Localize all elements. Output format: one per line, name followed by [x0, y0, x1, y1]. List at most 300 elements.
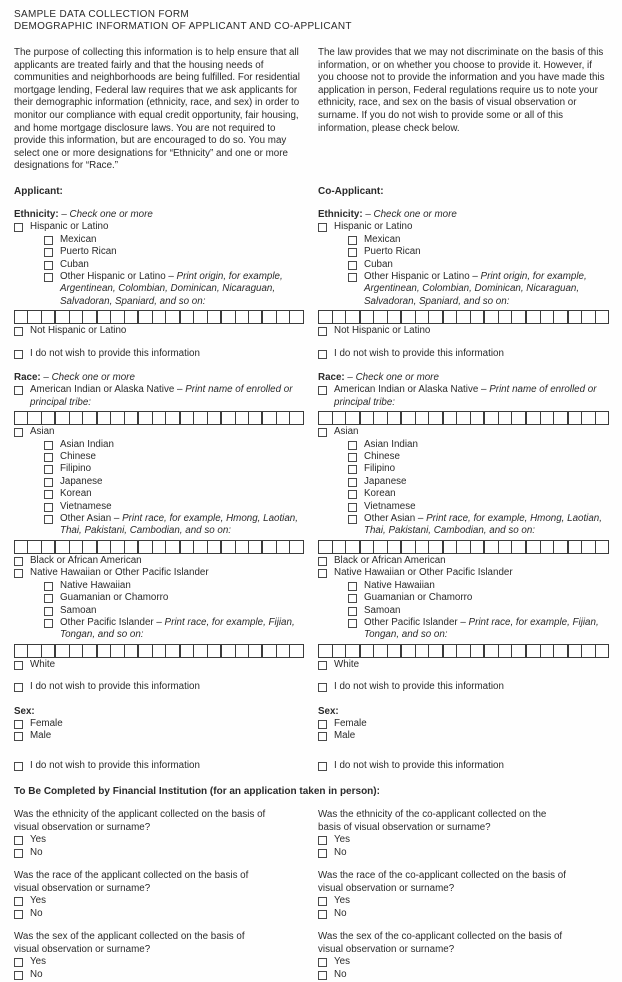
- option-row-applicant-female: [14, 718, 304, 730]
- checkbox-co-applicant-i-do-not-wish-to-provide-this-information[interactable]: [318, 683, 327, 692]
- checkbox-co-applicant-puerto-rican[interactable]: [348, 248, 357, 257]
- checkbox-co-applicant-mexican[interactable]: [348, 236, 357, 245]
- option-label: Cuban: [364, 258, 393, 270]
- print-field-applicant-american-indian-or-alaska-native[interactable]: [14, 411, 304, 425]
- comb-cell: [207, 645, 220, 657]
- print-field-co-applicant-other-pacific-islander[interactable]: [318, 644, 609, 658]
- checkbox-applicant-not-hispanic-or-latino[interactable]: [14, 327, 23, 336]
- intro-paragraph-left: The purpose of collecting this information is to help ensure that all applicants are treated fairly and that the housing needs of communities and neighborhoods are being fulfilled. For residential mortgage lending, Federal law requires that we ask applicants for their demographic information (ethnicity, race, and sex) in order to monitor our compliance with equal credit opportunity, fair housing, and home mortgage disclosure laws. You are not required to provide this information, but are encouraged to do so. You may select one or more designations for “Ethnicity” and one or more designations for “Race.”: [14, 47, 300, 172]
- comb-cell: [165, 311, 178, 323]
- section-heading: [318, 706, 609, 718]
- comb-cell: [332, 311, 346, 323]
- comb-cell: [428, 311, 442, 323]
- option-row-co-applicant-vietnamese: [318, 501, 609, 513]
- comb-cell: [553, 541, 567, 553]
- comb-cell: [276, 645, 289, 657]
- intro-paragraph-right: The law provides that we may not discriminate on the basis of this information, or on whether you choose to provide it. However, if you choose not to provide the information and you have made this application in person, Federal regulations require us to note your ethnicity, race, and sex on the basis of visual observation or surname. If you do not wish to provide some or all of this information, please check below.: [318, 47, 605, 134]
- fi-option-label: No: [30, 846, 43, 858]
- checkbox-co-applicant-race-no[interactable]: [318, 910, 327, 919]
- option-label: Female: [334, 717, 367, 729]
- option-row-applicant-white: [14, 659, 304, 671]
- print-field-applicant-other-asian[interactable]: [14, 540, 304, 554]
- option-label: I do not wish to provide this information: [30, 759, 200, 771]
- fi-question-applicant-race: [14, 870, 304, 920]
- comb-cell: [82, 541, 95, 553]
- option-row-co-applicant-asian: [318, 426, 609, 438]
- applicant-columns: [14, 173, 609, 772]
- option-label: Native Hawaiian: [60, 579, 131, 591]
- comb-cell: [220, 311, 234, 323]
- checkbox-co-applicant-race-yes[interactable]: [318, 897, 327, 906]
- fi-applicant-questions: [14, 798, 304, 981]
- option-row-applicant-asian: [14, 426, 304, 438]
- fi-option-label: Yes: [334, 834, 350, 846]
- option-label: Vietnamese: [60, 500, 112, 512]
- comb-cell: [124, 412, 137, 424]
- option-row-co-applicant-hispanic-or-latino: [318, 221, 609, 233]
- checkbox-applicant-race-no[interactable]: [14, 910, 23, 919]
- comb-cell: [235, 645, 248, 657]
- comb-cell: [359, 412, 374, 424]
- comb-cell: [41, 541, 54, 553]
- comb-cell: [511, 311, 525, 323]
- comb-cell: [345, 412, 359, 424]
- option-row-co-applicant-not-hispanic-or-latino: [318, 325, 609, 337]
- comb-cell: [261, 412, 275, 424]
- checkbox-co-applicant-native-hawaiian-or-other-pacific-islander[interactable]: [318, 569, 327, 578]
- comb-cell: [498, 541, 512, 553]
- checkbox-applicant-female[interactable]: [14, 720, 23, 729]
- option-label: I do not wish to provide this information: [334, 347, 504, 359]
- checkbox-applicant-native-hawaiian[interactable]: [44, 582, 53, 591]
- option-label: Other Pacific Islander – Print race, for example, Fijian, Tongan, and so on:: [60, 616, 295, 641]
- option-italic-note: Print race, for example, Fijian, Tongan, and so on:: [364, 616, 599, 641]
- comb-cell: [498, 645, 512, 657]
- fi-option-row-co-applicant-race-yes: [318, 895, 609, 907]
- financial-institution-section: [14, 785, 609, 981]
- comb-cell: [540, 311, 554, 323]
- comb-cell: [400, 645, 415, 657]
- checkbox-co-applicant-i-do-not-wish-to-provide-this-information[interactable]: [318, 762, 327, 771]
- option-italic-note: Print name of enrolled or principal tribe:: [30, 384, 293, 408]
- checkbox-applicant-race-yes[interactable]: [14, 897, 23, 906]
- checkbox-co-applicant-ethnicity-yes[interactable]: [318, 836, 327, 845]
- option-label: Black or African American: [334, 554, 446, 566]
- option-row-applicant-mexican: [14, 234, 304, 246]
- option-row-co-applicant-guamanian-or-chamorro: [318, 592, 609, 604]
- checkbox-co-applicant-japanese[interactable]: [348, 478, 357, 487]
- option-row-applicant-not-hispanic-or-latino: [14, 325, 304, 337]
- checkbox-co-applicant-female[interactable]: [318, 720, 327, 729]
- checkbox-co-applicant-black-or-african-american[interactable]: [318, 557, 327, 566]
- checkbox-co-applicant-other-pacific-islander[interactable]: [348, 619, 357, 628]
- checkbox-applicant-samoan[interactable]: [44, 607, 53, 616]
- option-row-co-applicant-native-hawaiian: [318, 580, 609, 592]
- comb-cell: [595, 645, 609, 657]
- checkbox-applicant-sex-no[interactable]: [14, 971, 23, 980]
- comb-cell: [41, 412, 54, 424]
- checkbox-co-applicant-chinese[interactable]: [348, 453, 357, 462]
- checkbox-co-applicant-american-indian-or-alaska-native[interactable]: [318, 386, 327, 395]
- comb-cell: [235, 311, 248, 323]
- option-label: Hispanic or Latino: [30, 221, 109, 233]
- section-heading-label: Ethnicity:: [14, 208, 59, 220]
- print-field-co-applicant-other-hispanic-or-latino[interactable]: [318, 310, 609, 324]
- comb-cell: [96, 645, 110, 657]
- print-field-applicant-other-hispanic-or-latino[interactable]: [14, 310, 304, 324]
- option-row-applicant-hispanic-or-latino: [14, 221, 304, 233]
- checkbox-applicant-ethnicity-yes[interactable]: [14, 836, 23, 845]
- option-row-co-applicant-black-or-african-american: [318, 555, 609, 567]
- option-label: Vietnamese: [364, 500, 416, 512]
- option-label: Other Hispanic or Latino – Print origin, for example, Argentinean, Colombian, Dominican, Nicaraguan, Salvadoran, Spaniard, and so on:: [364, 270, 587, 307]
- option-label: American Indian or Alaska Native – Print name of enrolled or principal tribe:: [334, 384, 597, 408]
- option-label: Japanese: [364, 475, 407, 487]
- form-title-line2: DEMOGRAPHIC INFORMATION OF APPLICANT AND CO-APPLICANT: [14, 21, 352, 32]
- option-row-applicant-i-do-not-wish-to-provide-this-information: [14, 681, 304, 693]
- checkbox-applicant-native-hawaiian-or-other-pacific-islander[interactable]: [14, 569, 23, 578]
- comb-cell: [27, 311, 40, 323]
- comb-cell: [581, 645, 595, 657]
- section-heading: [14, 209, 304, 221]
- section-heading-note: – Check one or more: [40, 372, 135, 383]
- fi-question-co-applicant-ethnicity: [318, 809, 609, 859]
- fi-option-row-co-applicant-race-no: [318, 908, 609, 920]
- comb-cell: [193, 311, 206, 323]
- option-row-co-applicant-female: [318, 718, 609, 730]
- fi-question-applicant-sex: [14, 931, 304, 981]
- comb-cell: [27, 412, 40, 424]
- option-row-applicant-filipino: [14, 463, 304, 475]
- applicant-sections: [14, 209, 304, 772]
- comb-cell: [110, 645, 123, 657]
- comb-cell: [483, 311, 498, 323]
- comb-cell: [193, 541, 206, 553]
- fi-option-row-co-applicant-ethnicity-yes: [318, 834, 609, 846]
- comb-cell: [54, 412, 68, 424]
- comb-cell: [54, 645, 68, 657]
- comb-cell: [82, 311, 95, 323]
- comb-cell: [124, 541, 137, 553]
- option-label: Asian: [30, 426, 55, 438]
- option-label: Korean: [364, 488, 396, 500]
- comb-cell: [15, 412, 27, 424]
- comb-cell: [428, 541, 442, 553]
- option-row-co-applicant-samoan: [318, 605, 609, 617]
- option-label: Samoan: [364, 604, 401, 616]
- checkbox-co-applicant-samoan[interactable]: [348, 607, 357, 616]
- option-row-applicant-chinese: [14, 451, 304, 463]
- option-row-co-applicant-puerto-rican: [318, 246, 609, 258]
- fi-option-label: No: [30, 968, 43, 980]
- comb-cell: [193, 645, 206, 657]
- option-row-co-applicant-native-hawaiian-or-other-pacific-islander: [318, 567, 609, 579]
- comb-cell: [193, 412, 206, 424]
- comb-cell: [345, 311, 359, 323]
- comb-cell: [332, 645, 346, 657]
- fi-question-text: Was the race of the co-applicant collected on the basis of visual observation or surname?: [318, 870, 566, 894]
- option-label: Female: [30, 717, 63, 729]
- checkbox-applicant-cuban[interactable]: [44, 261, 53, 270]
- checkbox-applicant-other-hispanic-or-latino[interactable]: [44, 273, 53, 282]
- option-label: Other Pacific Islander – Print race, for example, Fijian, Tongan, and so on:: [364, 616, 599, 641]
- fi-option-label: Yes: [30, 895, 46, 907]
- checkbox-co-applicant-cuban[interactable]: [348, 261, 357, 270]
- checkbox-co-applicant-other-asian[interactable]: [348, 515, 357, 524]
- checkbox-applicant-hispanic-or-latino[interactable]: [14, 223, 23, 232]
- fi-question-text: Was the ethnicity of the applicant collected on the basis of visual observation or surname?: [14, 809, 266, 833]
- comb-cell: [511, 645, 525, 657]
- fi-option-row-applicant-sex-yes: [14, 956, 304, 968]
- comb-cell: [373, 645, 387, 657]
- checkbox-co-applicant-asian-indian[interactable]: [348, 441, 357, 450]
- checkbox-applicant-i-do-not-wish-to-provide-this-information[interactable]: [14, 762, 23, 771]
- checkbox-co-applicant-vietnamese[interactable]: [348, 503, 357, 512]
- option-row-applicant-i-do-not-wish-to-provide-this-information: [14, 760, 304, 772]
- option-row-co-applicant-filipino: [318, 463, 609, 475]
- section-heading-label: Sex:: [318, 705, 339, 717]
- option-row-co-applicant-cuban: [318, 259, 609, 271]
- checkbox-co-applicant-hispanic-or-latino[interactable]: [318, 223, 327, 232]
- checkbox-applicant-vietnamese[interactable]: [44, 503, 53, 512]
- comb-cell: [470, 645, 484, 657]
- option-label: I do not wish to provide this information: [334, 759, 504, 771]
- checkbox-co-applicant-ethnicity-no[interactable]: [318, 849, 327, 858]
- section-heading: [318, 209, 609, 221]
- section-applicant-ethnicity: [14, 209, 304, 360]
- co-applicant-header: Co-Applicant:: [318, 185, 384, 197]
- comb-cell: [540, 541, 554, 553]
- option-label: Filipino: [60, 463, 92, 475]
- checkbox-co-applicant-male[interactable]: [318, 732, 327, 741]
- comb-cell: [359, 541, 374, 553]
- checkbox-applicant-black-or-african-american[interactable]: [14, 557, 23, 566]
- checkbox-applicant-mexican[interactable]: [44, 236, 53, 245]
- checkbox-co-applicant-native-hawaiian[interactable]: [348, 582, 357, 591]
- comb-cell: [54, 541, 68, 553]
- option-row-applicant-cuban: [14, 259, 304, 271]
- section-co-applicant-race: [318, 372, 609, 694]
- comb-cell: [525, 541, 540, 553]
- comb-cell: [483, 412, 498, 424]
- comb-cell: [373, 311, 387, 323]
- option-label: Black or African American: [30, 554, 142, 566]
- comb-cell: [276, 541, 289, 553]
- option-label: Other Asian – Print race, for example, Hmong, Laotian, Thai, Pakistani, Cambodian, and so on:: [60, 513, 298, 537]
- comb-cell: [332, 541, 346, 553]
- option-row-co-applicant-chinese: [318, 451, 609, 463]
- print-field-co-applicant-other-asian[interactable]: [318, 540, 609, 554]
- comb-cell: [581, 311, 595, 323]
- comb-cell: [567, 541, 582, 553]
- comb-cell: [69, 412, 82, 424]
- option-label: Not Hispanic or Latino: [30, 325, 127, 337]
- comb-cell: [442, 645, 457, 657]
- checkbox-applicant-korean[interactable]: [44, 490, 53, 499]
- option-label: Asian: [334, 426, 359, 438]
- comb-cell: [289, 311, 302, 323]
- comb-cell: [165, 541, 178, 553]
- comb-cell: [400, 311, 415, 323]
- comb-cell: [483, 645, 498, 657]
- option-row-applicant-black-or-african-american: [14, 555, 304, 567]
- comb-cell: [289, 541, 302, 553]
- comb-cell: [428, 412, 442, 424]
- comb-cell: [69, 645, 82, 657]
- fi-option-label: No: [334, 907, 347, 919]
- comb-cell: [400, 412, 415, 424]
- fi-question-text: Was the sex of the co-applicant collected on the basis of visual observation or surname?: [318, 931, 563, 955]
- comb-cell: [248, 541, 261, 553]
- comb-cell: [483, 541, 498, 553]
- comb-cell: [345, 645, 359, 657]
- print-field-co-applicant-american-indian-or-alaska-native[interactable]: [318, 411, 609, 425]
- option-row-co-applicant-korean: [318, 488, 609, 500]
- section-heading-label: Ethnicity:: [318, 208, 363, 220]
- option-row-co-applicant-other-pacific-islander: [318, 617, 609, 642]
- option-row-applicant-puerto-rican: [14, 246, 304, 258]
- comb-cell: [456, 541, 470, 553]
- checkbox-applicant-chinese[interactable]: [44, 453, 53, 462]
- option-label: Native Hawaiian or Other Pacific Islander: [334, 567, 513, 579]
- fi-option-label: No: [334, 968, 347, 980]
- comb-cell: [595, 541, 609, 553]
- checkbox-applicant-asian[interactable]: [14, 428, 23, 437]
- comb-cell: [152, 645, 165, 657]
- comb-cell: [276, 412, 289, 424]
- comb-cell: [442, 541, 457, 553]
- checkbox-applicant-white[interactable]: [14, 661, 23, 670]
- option-row-co-applicant-japanese: [318, 476, 609, 488]
- option-label: Puerto Rican: [364, 246, 421, 258]
- checkbox-applicant-other-asian[interactable]: [44, 515, 53, 524]
- checkbox-co-applicant-not-hispanic-or-latino[interactable]: [318, 327, 327, 336]
- checkbox-co-applicant-korean[interactable]: [348, 490, 357, 499]
- comb-cell: [27, 645, 40, 657]
- checkbox-applicant-puerto-rican[interactable]: [44, 248, 53, 257]
- checkbox-applicant-japanese[interactable]: [44, 478, 53, 487]
- checkbox-applicant-i-do-not-wish-to-provide-this-information[interactable]: [14, 683, 23, 692]
- checkbox-co-applicant-filipino[interactable]: [348, 465, 357, 474]
- option-row-applicant-asian-indian: [14, 439, 304, 451]
- section-applicant-race: [14, 372, 304, 694]
- comb-cell: [15, 645, 27, 657]
- checkbox-applicant-sex-yes[interactable]: [14, 958, 23, 967]
- comb-cell: [152, 412, 165, 424]
- option-label: Guamanian or Chamorro: [60, 592, 169, 604]
- checkbox-co-applicant-sex-yes[interactable]: [318, 958, 327, 967]
- comb-cell: [207, 412, 220, 424]
- co-applicant-sections: [318, 209, 609, 772]
- checkbox-applicant-american-indian-or-alaska-native[interactable]: [14, 386, 23, 395]
- comb-cell: [124, 645, 137, 657]
- checkbox-applicant-guamanian-or-chamorro[interactable]: [44, 594, 53, 603]
- comb-cell: [428, 645, 442, 657]
- checkbox-applicant-ethnicity-no[interactable]: [14, 849, 23, 858]
- option-row-applicant-japanese: [14, 476, 304, 488]
- fi-option-row-applicant-sex-no: [14, 969, 304, 981]
- option-italic-note: Print race, for example, Hmong, Laotian, Thai, Pakistani, Cambodian, and so on:: [60, 513, 298, 537]
- comb-cell: [96, 412, 110, 424]
- option-label: I do not wish to provide this information: [334, 681, 504, 693]
- option-row-applicant-other-asian: [14, 513, 304, 538]
- comb-cell: [470, 311, 484, 323]
- financial-institution-heading: To Be Completed by Financial Institution (for an application taken in person):: [14, 786, 380, 798]
- option-label: Male: [30, 730, 52, 742]
- comb-cell: [41, 645, 54, 657]
- comb-cell: [553, 311, 567, 323]
- checkbox-applicant-i-do-not-wish-to-provide-this-information[interactable]: [14, 350, 23, 359]
- comb-cell: [15, 541, 27, 553]
- comb-cell: [137, 311, 151, 323]
- comb-cell: [442, 311, 457, 323]
- checkbox-applicant-male[interactable]: [14, 732, 23, 741]
- checkbox-co-applicant-white[interactable]: [318, 661, 327, 670]
- option-row-applicant-native-hawaiian-or-other-pacific-islander: [14, 567, 304, 579]
- comb-cell: [498, 311, 512, 323]
- option-label: Native Hawaiian or Other Pacific Islander: [30, 567, 209, 579]
- comb-cell: [456, 645, 470, 657]
- comb-cell: [261, 311, 275, 323]
- checkbox-co-applicant-sex-no[interactable]: [318, 971, 327, 980]
- section-heading-note: – Check one or more: [344, 372, 439, 383]
- option-italic-note: Print race, for example, Fijian, Tongan, and so on:: [60, 616, 295, 641]
- comb-cell: [41, 311, 54, 323]
- comb-cell: [289, 645, 302, 657]
- fi-option-label: Yes: [30, 956, 46, 968]
- checkbox-co-applicant-asian[interactable]: [318, 428, 327, 437]
- comb-cell: [345, 541, 359, 553]
- checkbox-applicant-other-pacific-islander[interactable]: [44, 619, 53, 628]
- comb-cell: [387, 541, 401, 553]
- comb-cell: [470, 412, 484, 424]
- checkbox-co-applicant-guamanian-or-chamorro[interactable]: [348, 594, 357, 603]
- comb-cell: [235, 412, 248, 424]
- checkbox-applicant-asian-indian[interactable]: [44, 441, 53, 450]
- option-row-applicant-other-hispanic-or-latino: [14, 271, 304, 308]
- comb-cell: [470, 541, 484, 553]
- comb-cell: [387, 412, 401, 424]
- fi-option-label: No: [334, 846, 347, 858]
- comb-cell: [456, 412, 470, 424]
- option-row-co-applicant-i-do-not-wish-to-provide-this-information: [318, 348, 609, 360]
- print-field-applicant-other-pacific-islander[interactable]: [14, 644, 304, 658]
- comb-cell: [96, 311, 110, 323]
- checkbox-co-applicant-other-hispanic-or-latino[interactable]: [348, 273, 357, 282]
- comb-cell: [261, 541, 275, 553]
- option-row-co-applicant-i-do-not-wish-to-provide-this-information: [318, 681, 609, 693]
- comb-cell: [400, 541, 415, 553]
- comb-cell: [359, 311, 374, 323]
- comb-cell: [220, 645, 234, 657]
- option-label: Puerto Rican: [60, 246, 117, 258]
- comb-cell: [207, 541, 220, 553]
- checkbox-co-applicant-i-do-not-wish-to-provide-this-information[interactable]: [318, 350, 327, 359]
- section-co-applicant-ethnicity: [318, 209, 609, 360]
- section-heading: [14, 372, 304, 384]
- checkbox-applicant-filipino[interactable]: [44, 465, 53, 474]
- option-label: Guamanian or Chamorro: [364, 592, 473, 604]
- comb-cell: [553, 412, 567, 424]
- comb-cell: [165, 412, 178, 424]
- comb-cell: [332, 412, 346, 424]
- comb-cell: [220, 541, 234, 553]
- comb-cell: [248, 311, 261, 323]
- comb-cell: [15, 311, 27, 323]
- comb-cell: [387, 311, 401, 323]
- fi-question-text: Was the sex of the applicant collected on the basis of visual observation or surname?: [14, 931, 245, 955]
- comb-cell: [319, 311, 332, 323]
